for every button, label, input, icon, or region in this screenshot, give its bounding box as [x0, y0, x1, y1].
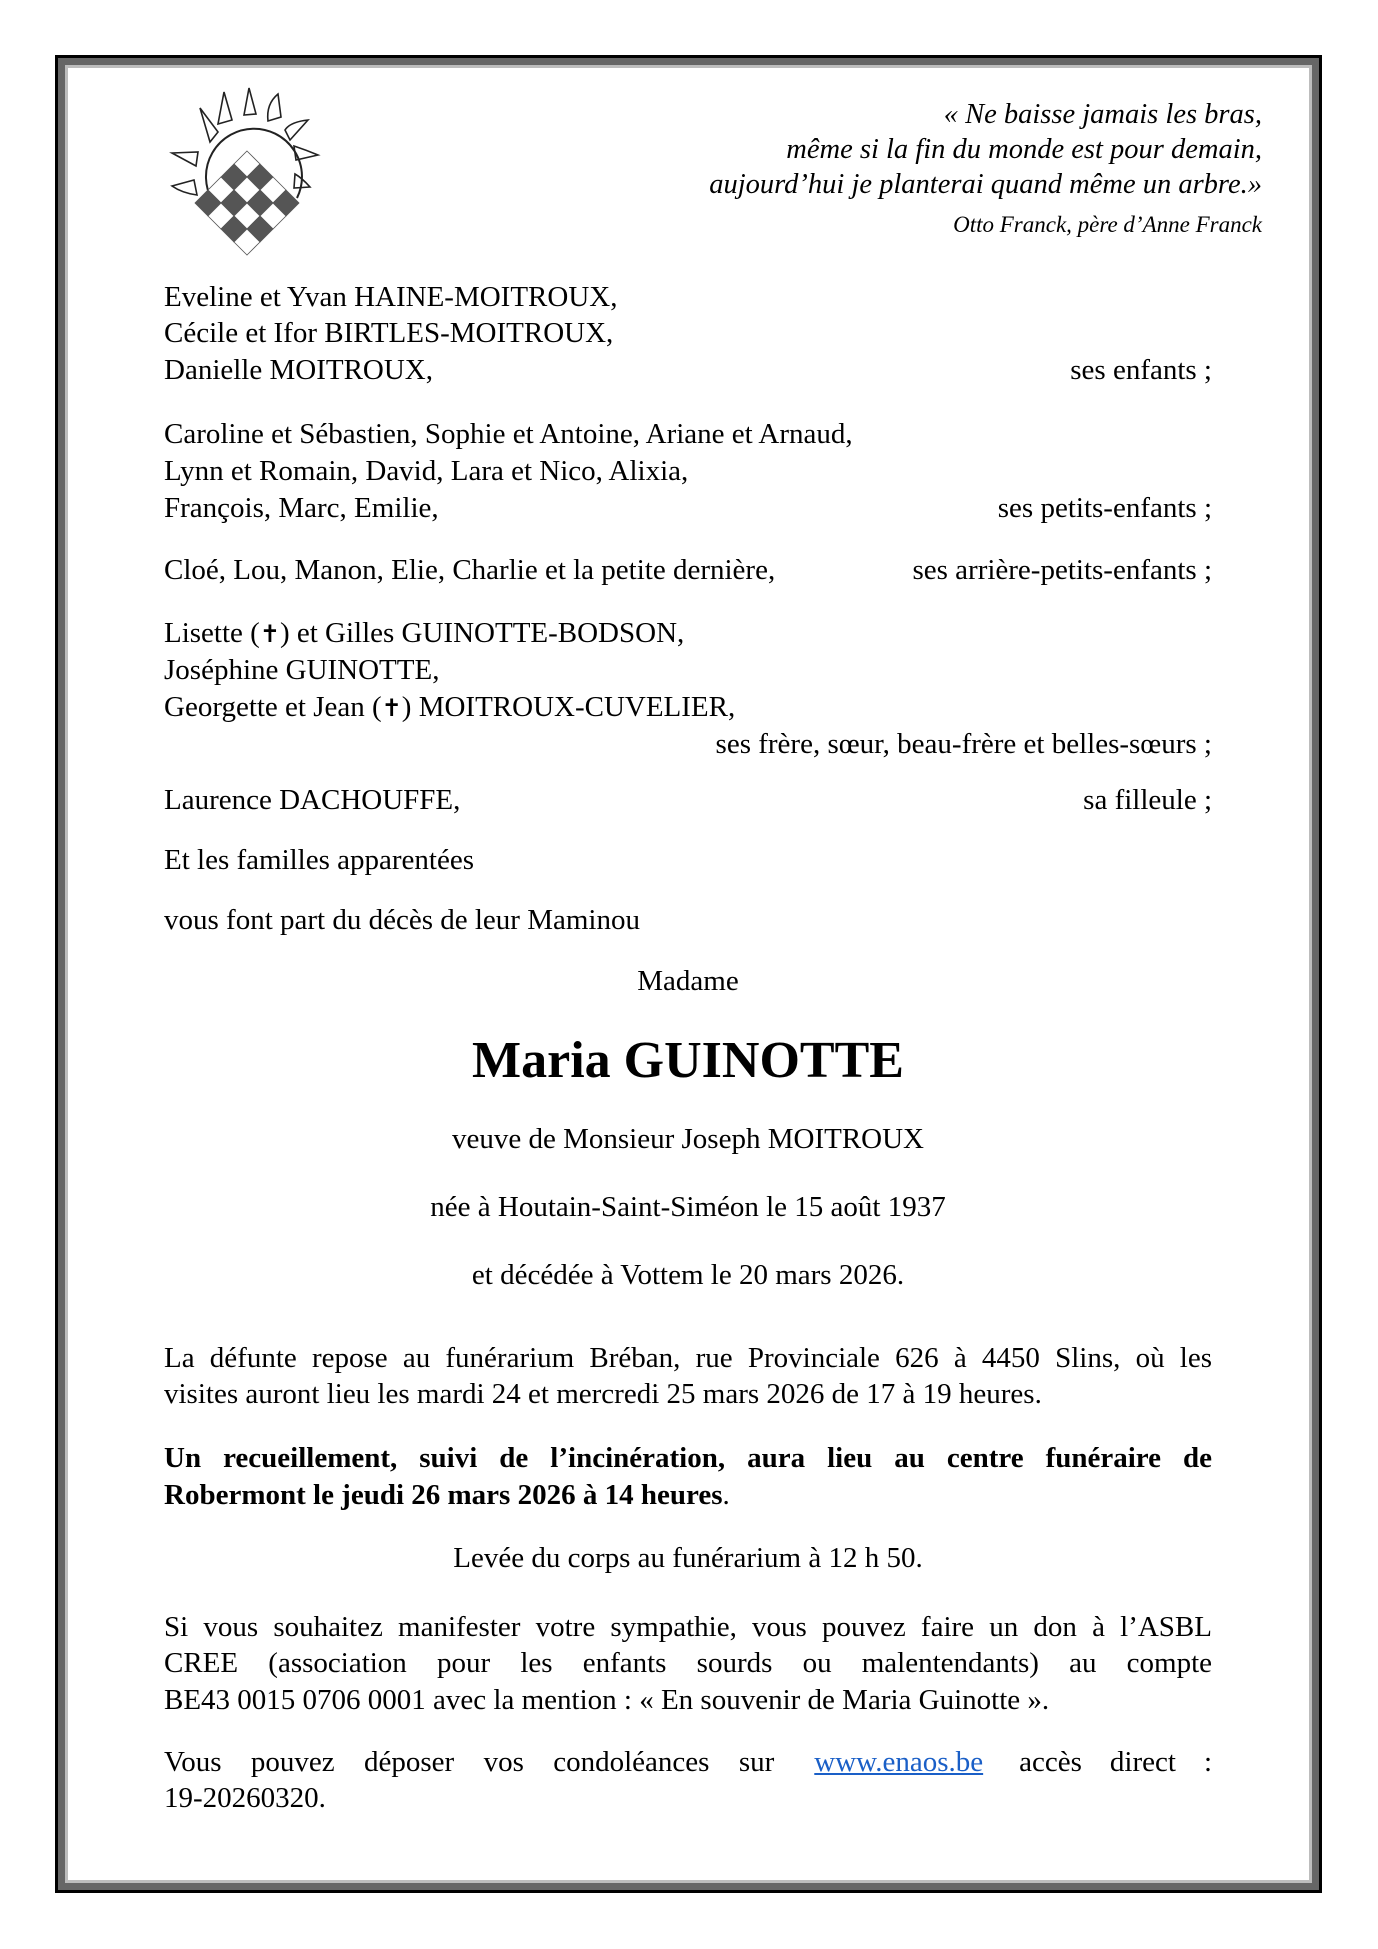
goddaughter-line: Laurence DACHOUFFE, — [164, 784, 461, 816]
announcement-intro: vous font part du décès de leur Maminou — [164, 904, 640, 936]
ceremony-line-2-period: . — [722, 1479, 730, 1511]
deceased-birth: née à Houtain-Saint-Siméon le 15 août 1937 — [430, 1191, 946, 1223]
condolences-word: Vous — [164, 1746, 222, 1778]
grandchildren-line-2: Lynn et Romain, David, Lara et Nico, Alixia, — [164, 455, 689, 487]
siblings-line-2: Joséphine GUINOTTE, — [164, 654, 440, 686]
condolences-code: 19-20260320. — [164, 1782, 326, 1814]
condolences-word: sur — [738, 1746, 775, 1778]
repose-line-1: La défunte repose au funérarium Bréban, rue Provinciale 626 à 4450 Slins, où les — [164, 1342, 1212, 1374]
donation-line-3: BE43 0015 0706 0001 avec la mention : « En souvenir de Maria Guinotte ». — [164, 1684, 1050, 1716]
goddaughter-relation: sa filleule ; — [1083, 784, 1212, 816]
quote-attribution: Otto Franck, père d’Anne Franck — [953, 212, 1262, 237]
extended-family: Et les familles apparentées — [164, 844, 475, 876]
sun-checkered-diamond-logo — [160, 80, 340, 265]
ceremony-line-1: Un recueillement, suivi de l’incinération, aura lieu au centre funéraire de — [164, 1442, 1212, 1474]
siblings-line-3 — [164, 689, 735, 726]
quote-line-3: aujourd’hui je planterai quand même un arbre.» — [709, 169, 1262, 200]
children-line-2: Cécile et Ifor BIRTLES-MOITROUX, — [164, 317, 614, 349]
donation-line-1: Si vous souhaitez manifester votre sympathie, vous pouvez faire un don à l’ASBL — [164, 1611, 1212, 1643]
siblings-relation: ses frère, sœur, beau-frère et belles-sœurs ; — [715, 728, 1212, 760]
grandchildren-line-1: Caroline et Sébastien, Sophie et Antoine, Ariane et Arnaud, — [164, 418, 853, 450]
condolences-word: direct — [1109, 1746, 1176, 1778]
siblings-line-1-end: ) et Gilles GUINOTTE-BODSON, — [279, 617, 685, 649]
deceased-cross-icon: ✝ — [259, 620, 280, 648]
children-line-3: Danielle MOITROUX, — [164, 354, 434, 386]
siblings-line-3-end: ) MOITROUX-CUVELIER, — [401, 691, 736, 723]
condolences-word: déposer — [364, 1746, 455, 1778]
repose-line-2: visites auront lieu les mardi 24 et mercredi 25 mars 2026 de 17 à 19 heures. — [164, 1378, 1042, 1410]
condolences-word: condoléances — [553, 1746, 710, 1778]
children-line-1: Eveline et Yvan HAINE-MOITROUX, — [164, 281, 618, 313]
children-relation: ses enfants ; — [1070, 354, 1212, 386]
quote-line-2: même si la fin du monde est pour demain, — [786, 134, 1262, 165]
condolences-word: : — [1203, 1746, 1212, 1778]
condolences-line — [164, 1744, 1212, 1780]
quote-line-1: « Ne baisse jamais les bras, — [943, 99, 1262, 130]
enaos-website-link[interactable]: www.enaos.be — [814, 1746, 984, 1778]
deceased-death: et décédée à Vottem le 20 mars 2026. — [471, 1259, 905, 1291]
condolences-word: accès — [1019, 1746, 1082, 1778]
deceased-cross-icon: ✝ — [381, 694, 402, 722]
levee-du-corps: Levée du corps au funérarium à 12 h 50. — [453, 1542, 923, 1574]
donation-line-2: CREE (association pour les enfants sourds ou malentendants) au compte — [164, 1647, 1212, 1679]
condolences-text-2 — [1019, 1744, 1212, 1780]
great-grandchildren-line: Cloé, Lou, Manon, Elie, Charlie et la petite dernière, — [164, 554, 776, 586]
deceased-name: Maria GUINOTTE — [472, 1032, 904, 1089]
condolences-text-1 — [164, 1744, 774, 1780]
condolences-word: vos — [483, 1746, 524, 1778]
grandchildren-relation: ses petits-enfants ; — [997, 492, 1212, 524]
ceremony-line-2-text: Robermont le jeudi 26 mars 2026 à 14 heures — [164, 1479, 723, 1511]
condolences-word: pouvez — [250, 1746, 335, 1778]
grandchildren-line-3: François, Marc, Emilie, — [164, 492, 439, 524]
deceased-title: Madame — [637, 965, 739, 997]
great-grandchildren-relation: ses arrière-petits-enfants ; — [912, 554, 1212, 586]
siblings-line-1-start: Lisette ( — [164, 617, 260, 649]
siblings-line-1 — [164, 615, 684, 652]
checkered-diamond — [195, 151, 299, 255]
siblings-line-3-start: Georgette et Jean ( — [164, 691, 382, 723]
ceremony-line-2 — [164, 1477, 730, 1513]
deceased-widow-of: veuve de Monsieur Joseph MOITROUX — [452, 1123, 924, 1155]
